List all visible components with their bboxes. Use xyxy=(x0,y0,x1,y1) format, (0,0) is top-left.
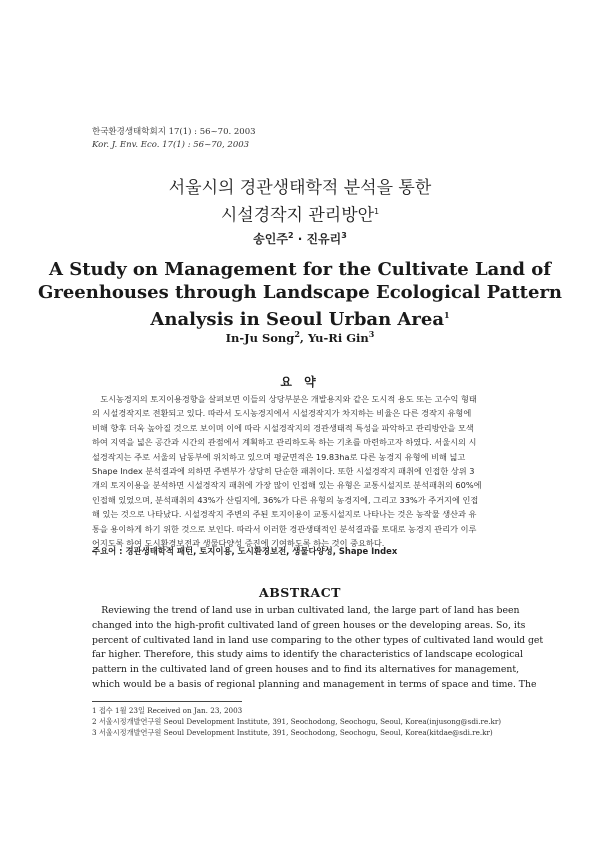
footnote-received: 1 접수 1월 23일 Received on Jan. 23, 2003 xyxy=(92,706,243,715)
korean-abstract-line: 도시농경지의 토지이용경향을 살펴보면 이들의 상당부분은 개발용지와 같은 도시적 용도 또는 고수익 형태 xyxy=(92,394,477,404)
authors-english xyxy=(0,329,600,345)
author-ko-separator: · xyxy=(293,232,307,246)
journal-citation-en: Kor. J. Env. Eco. 17(1) : 56~70, 2003 xyxy=(92,140,250,150)
author-en-1: In-Ju Song xyxy=(225,330,295,345)
footnote-divider xyxy=(92,701,242,702)
authors-korean xyxy=(0,230,600,247)
title-korean-line2-wrap xyxy=(0,200,600,228)
korean-abstract-line: 의 시설경작지로 전환되고 있다. 따라서 도시농경지에서 시설경작지가 차지하는 비율은 다른 경작지 유형에 xyxy=(92,408,472,419)
footnote-author-1: 2 서울시정개발연구원 Seoul Development Institute, 391, Seochodong, Seochogu, Seoul, Korea(injusong@sdi.re.kr) xyxy=(92,717,502,726)
korean-abstract-line: 개의 토지이용을 분석하면 시설경작지 패취에 가장 많이 인접해 있는 유형은 교통시설지로 분석패취의 60%에 xyxy=(92,480,482,491)
author-ko-1: 송인주 xyxy=(253,232,288,246)
title-english-footnote-mark: 1 xyxy=(444,310,450,320)
korean-abstract-line: 해 있는 것으로 나타났다. 시설경작지 주변의 주된 토지이용이 교통시설지로 나타나는 것은 농작물 생산과 유 xyxy=(92,509,477,520)
title-english-line3-wrap xyxy=(0,304,600,331)
keywords: 주요어 : 경관생태학적 패턴, 토지이용, 도시환경보전, 생물다양성, Shape Index xyxy=(92,546,398,556)
korean-abstract-line: 설경작지는 주로 서울의 남동부에 위치하고 있으며 평균면적은 19.83ha로 다른 농경지 유형에 비해 넓고 xyxy=(92,451,466,462)
korean-abstract-body xyxy=(92,392,516,550)
author-ko-2: 진유리 xyxy=(306,232,342,246)
journal-citation-ko: 한국환경생태학회지 17(1) : 56~70. 2003 xyxy=(92,127,256,137)
title-korean-line2: 시설경작지 관리방안 xyxy=(220,205,375,226)
title-korean-line1: 서울시의 경관생태학적 분석을 통한 xyxy=(168,178,432,198)
abstract-heading: ABSTRACT xyxy=(259,585,341,600)
footnotes xyxy=(92,705,501,738)
abstract-line: far higher. Therefore, this study aims to identify the characteristics of landscape ecological xyxy=(92,649,523,661)
abstract-body xyxy=(92,604,544,693)
abstract-line: pattern in the cultivated land of green houses and to find its alternatives for management, xyxy=(92,664,520,676)
title-english xyxy=(0,258,600,331)
korean-abstract-line: Shape Index 분석결과에 의하면 주변부가 상당히 단순한 패취이다. 또한 시설경작지 패취에 인접한 상위 3 xyxy=(92,466,475,477)
korean-abstract-line: 어지도록 하여 도시환경보전과 생물다양성 증진에 기여하도록 하는 것이 중요하다. xyxy=(92,538,385,549)
author-en-1-mark: 2 xyxy=(294,329,300,339)
author-ko-2-mark: 3 xyxy=(341,231,347,240)
title-english-line1: A Study on Management for the Cultivate Land of xyxy=(48,259,552,280)
title-korean-footnote-mark: 1 xyxy=(374,207,380,216)
korean-abstract-line: 인접해 있었으며, 분석패취의 43%가 산림지에, 36%가 다른 유형의 농경지에, 그리고 33%가 주거지에 인접 xyxy=(92,494,479,505)
author-en-2: Yu-Ri Gin xyxy=(307,330,369,345)
footnote-author-2: 3 서울시정개발연구원 Seoul Development Institute, 391, Seochodong, Seochogu, Seoul, Korea(kitdae@sdi.re.kr) xyxy=(92,728,493,737)
korean-abstract-line: 통을 용이하게 하기 위한 것으로 보인다. 따라서 이러한 경관생태적인 분석결과를 토대로 농경지 관리가 이루 xyxy=(92,523,477,534)
journal-citation xyxy=(92,126,256,152)
author-ko-1-mark: 2 xyxy=(287,231,294,240)
abstract-line: which would be a basis of regional planning and management in terms of space and time. The xyxy=(92,678,537,690)
korean-abstract-line: 하여 지역을 넓은 공간과 시간의 관점에서 계획하고 관리하도록 하는 기초를 마련하고자 하였다. 서울시의 시 xyxy=(92,437,477,448)
title-korean xyxy=(0,177,600,228)
korean-abstract-line: 비해 향후 더욱 높아질 것으로 보이며 이에 따라 시설경작지의 경관생태적 특성을 파악하고 관리방안을 모색 xyxy=(92,422,474,433)
title-english-line3: Analysis in Seoul Urban Area xyxy=(150,309,444,330)
author-en-separator: , xyxy=(299,330,308,345)
abstract-line: percent of cultivated land in land use comparing to the other types of cultivated land would get xyxy=(92,634,544,646)
korean-abstract-heading: 요 약 xyxy=(280,375,320,389)
abstract-line: changed into the high-profit cultivated land of green houses or the developing areas. So, its xyxy=(92,619,526,631)
abstract-line: Reviewing the trend of land use in urban cultivated land, the large part of land has been xyxy=(92,605,520,616)
author-en-2-mark: 3 xyxy=(368,329,375,339)
title-english-line2: Greenhouses through Landscape Ecological Pattern xyxy=(37,282,563,303)
